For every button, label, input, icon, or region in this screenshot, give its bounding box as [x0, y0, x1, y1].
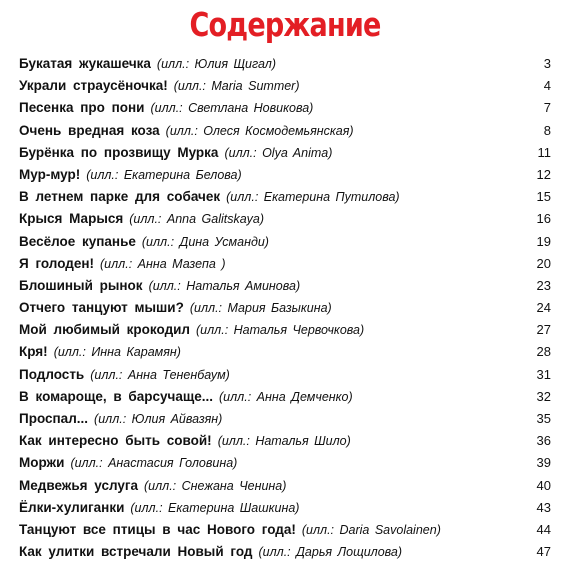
entry-title: Бурёнка по прозвищу Мурка	[19, 144, 219, 160]
entry-illustrator: (илл.: Инна Карамян)	[53, 345, 181, 360]
entry-title: Крыся Марыся	[19, 211, 124, 227]
entry-page-number: 47	[536, 544, 551, 560]
entry-title: Украли страусёночка!	[19, 78, 168, 94]
entry-title: Медвежья услуга	[19, 477, 138, 493]
toc-entry	[19, 386, 551, 408]
toc-entry	[19, 208, 551, 230]
entry-illustrator: (илл.: Anna Galitskaya)	[129, 212, 265, 227]
entry-title: Отчего танцуют мыши?	[19, 300, 184, 316]
toc-entry	[19, 164, 551, 186]
entry-page-number: 8	[543, 122, 551, 138]
entry-page-number: 31	[536, 366, 551, 382]
entry-page-number: 16	[536, 211, 551, 227]
toc-entry	[19, 452, 551, 474]
toc-entry	[19, 497, 551, 519]
toc-entry	[19, 408, 551, 430]
entry-title: Как интересно быть совой!	[19, 433, 212, 449]
entry-illustrator: (илл.: Daria Savolainen)	[301, 522, 441, 537]
entry-page-number: 23	[536, 277, 551, 293]
toc-entry	[19, 519, 551, 541]
entry-title: Песенка про пони	[19, 100, 145, 116]
entry-page-number: 28	[536, 344, 551, 360]
entry-illustrator: (илл.: Olya Anima)	[224, 145, 333, 160]
entry-title: Подлость	[19, 366, 85, 382]
entry-title: В комароще, в барсучаще...	[19, 388, 214, 404]
entry-illustrator: (илл.: Мария Базыкина)	[189, 301, 332, 316]
entry-illustrator: (илл.: Наталья Шило)	[217, 434, 351, 449]
entry-illustrator: (илл.: Екатерина Шашкина)	[130, 500, 300, 515]
entry-illustrator: (илл.: Олеся Космодемьянская)	[165, 123, 354, 138]
entry-illustrator: (илл.: Екатерина Белова)	[86, 167, 242, 182]
toc-entry	[19, 475, 551, 497]
toc-entry	[19, 142, 551, 164]
entry-page-number: 15	[536, 189, 551, 205]
entry-illustrator: (илл.: Наталья Червочкова)	[196, 323, 365, 338]
entry-title: Как улитки встречали Новый год	[19, 544, 253, 560]
entry-illustrator: (илл.: Юлия Щигал)	[156, 57, 277, 71]
entry-illustrator: (илл.: Снежана Ченина)	[144, 478, 287, 493]
entry-illustrator: (илл.: Наталья Аминова)	[148, 278, 301, 293]
toc-entry	[19, 275, 551, 297]
entry-page-number: 35	[536, 411, 551, 426]
entry-page-number: 4	[543, 78, 551, 94]
entry-page-number: 7	[543, 100, 551, 116]
entry-page-number: 44	[536, 521, 551, 537]
entry-title: Кря!	[19, 344, 48, 360]
toc-entry	[19, 541, 551, 563]
toc-entry	[19, 53, 551, 75]
entry-page-number: 27	[536, 322, 551, 338]
entry-illustrator: (илл.: Дарья Лощилова)	[258, 545, 403, 560]
entry-page-number: 12	[536, 166, 551, 182]
entry-title: Я голоден!	[19, 255, 95, 271]
table-of-contents	[19, 53, 551, 563]
toc-entry	[19, 319, 551, 341]
entry-page-number: 36	[536, 433, 551, 449]
toc-entry	[19, 120, 551, 142]
entry-illustrator: (илл.: Екатерина Путилова)	[226, 190, 400, 205]
toc-entry	[19, 97, 551, 119]
entry-title: Букатая жукашечка	[19, 56, 151, 71]
toc-entry	[19, 341, 551, 363]
toc-entry	[19, 186, 551, 208]
entry-title: В летнем парке для собачек	[19, 189, 221, 205]
entry-title: Мой любимый крокодил	[19, 322, 191, 338]
toc-entry	[19, 430, 551, 452]
entry-title: Весёлое купанье	[19, 233, 136, 249]
entry-page-number: 40	[536, 477, 551, 493]
entry-illustrator: (илл.: Анастасия Головина)	[70, 456, 238, 471]
entry-illustrator: (илл.: Анна Мазепа )	[100, 256, 226, 271]
entry-page-number: 19	[536, 233, 551, 249]
page-title: Содержание	[189, 5, 381, 44]
toc-entry	[19, 253, 551, 275]
entry-title: Проспал...	[19, 411, 89, 426]
entry-illustrator: (илл.: Maria Summer)	[173, 79, 300, 94]
entry-page-number: 3	[543, 56, 551, 71]
toc-entry	[19, 231, 551, 253]
entry-page-number: 32	[536, 388, 551, 404]
entry-page-number: 43	[536, 499, 551, 515]
entry-illustrator: (илл.: Юлия Айвазян)	[94, 412, 223, 426]
toc-entry	[19, 75, 551, 97]
entry-title: Моржи	[19, 455, 65, 471]
entry-title: Блошиный рынок	[19, 277, 143, 293]
entry-title: Ёлки-хулиганки	[19, 499, 125, 515]
entry-page-number: 39	[536, 455, 551, 471]
entry-title: Очень вредная коза	[19, 122, 160, 138]
toc-entry	[19, 364, 551, 386]
entry-page-number: 20	[536, 255, 551, 271]
toc-entry	[19, 297, 551, 319]
entry-title: Мур-мур!	[19, 166, 81, 182]
entry-illustrator: (илл.: Светлана Новикова)	[150, 101, 314, 116]
entry-illustrator: (илл.: Анна Тененбаум)	[90, 367, 230, 382]
entry-title: Танцуют все птицы в час Нового года!	[19, 521, 296, 537]
entry-page-number: 11	[537, 144, 551, 160]
entry-illustrator: (илл.: Анна Демченко)	[219, 389, 353, 404]
entry-illustrator: (илл.: Дина Усманди)	[141, 234, 269, 249]
entry-page-number: 24	[536, 300, 551, 316]
